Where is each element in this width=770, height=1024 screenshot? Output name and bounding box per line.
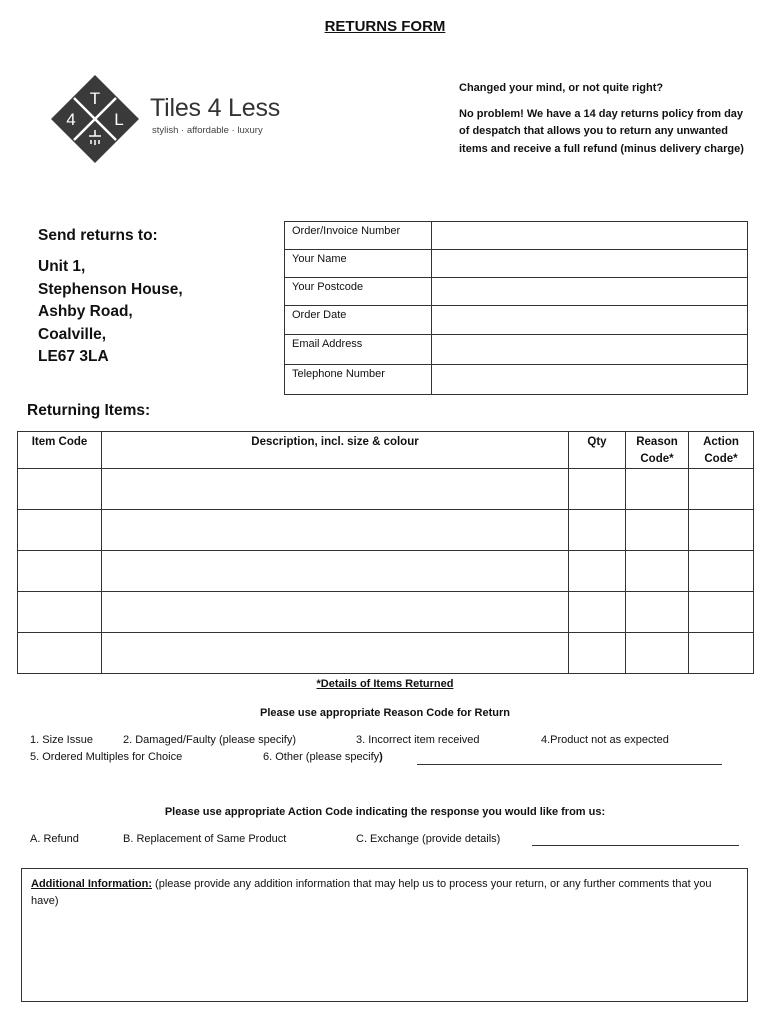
table-row [18, 633, 754, 674]
table-row [18, 592, 754, 633]
action-code-cell[interactable] [689, 510, 754, 551]
item-code-cell[interactable] [18, 551, 102, 592]
order-date-label: Order Date [285, 306, 432, 335]
reason-code-cell[interactable] [626, 551, 689, 592]
return-address [38, 256, 183, 369]
reason-code-3: 3. Incorrect item received [356, 734, 480, 746]
item-code-cell[interactable] [18, 592, 102, 633]
reason-code-cell[interactable] [626, 469, 689, 510]
additional-information-box[interactable] [21, 868, 748, 1002]
qty-cell[interactable] [569, 592, 626, 633]
postcode-field[interactable] [432, 278, 748, 306]
qty-cell[interactable] [569, 510, 626, 551]
item-code-cell[interactable] [18, 633, 102, 674]
item-code-cell[interactable] [18, 510, 102, 551]
logo-letter-4: 4 [66, 110, 76, 129]
action-header-line: Action [703, 436, 739, 448]
table-row [18, 551, 754, 592]
action-code-header [689, 432, 754, 469]
other-specify-line[interactable] [417, 764, 722, 765]
name-field[interactable] [432, 250, 748, 278]
reason-code-5: 5. Ordered Multiples for Choice [30, 751, 183, 763]
address-line: Unit 1, [38, 258, 86, 275]
address-line: Coalville, [38, 325, 107, 343]
action-code-a: A. Refund [30, 833, 79, 845]
reason-code-cell[interactable] [626, 510, 689, 551]
returning-items-heading: Returning Items: [27, 402, 151, 419]
description-cell[interactable] [102, 551, 569, 592]
description-header: Description, incl. size & colour [102, 432, 569, 469]
reason-code-6-text: 6. Other (please specify [263, 751, 380, 763]
qty-header: Qty [569, 432, 626, 469]
description-cell[interactable] [102, 633, 569, 674]
reason-code-6 [263, 751, 383, 763]
order-details-table [284, 221, 748, 395]
action-code-cell[interactable] [689, 633, 754, 674]
action-code-c: C. Exchange (provide details) [356, 833, 501, 845]
action-code-cell[interactable] [689, 469, 754, 510]
returns-policy [459, 80, 749, 158]
qty-cell[interactable] [569, 633, 626, 674]
send-returns-heading: Send returns to: [38, 227, 158, 244]
policy-body: No problem! We have a 14 day returns policy from day of despatch that allows you to return any unwanted items and receive a full refund (minus delivery charge) [459, 107, 744, 155]
email-label: Email Address [285, 335, 432, 365]
details-heading: *Details of Items Returned [316, 678, 454, 690]
tiles-4-less-logo [50, 74, 140, 164]
table-row [18, 510, 754, 551]
description-cell[interactable] [102, 592, 569, 633]
policy-heading: Changed your mind, or not quite right? [459, 82, 664, 94]
reason-code-header [626, 432, 689, 469]
reason-code-2: 2. Damaged/Faulty (please specify) [123, 734, 297, 746]
address-line: LE67 3LA [38, 348, 109, 365]
order-date-field[interactable] [432, 306, 748, 335]
brand-name: Tiles 4 Less [150, 94, 281, 122]
returning-items-table [17, 431, 754, 674]
additional-info-label: Additional Information: [31, 878, 152, 890]
item-code-header: Item Code [18, 432, 102, 469]
item-code-cell[interactable] [18, 469, 102, 510]
action-code-cell[interactable] [689, 551, 754, 592]
description-cell[interactable] [102, 510, 569, 551]
action-code-cell[interactable] [689, 592, 754, 633]
qty-cell[interactable] [569, 469, 626, 510]
table-row [18, 469, 754, 510]
qty-cell[interactable] [569, 551, 626, 592]
address-line: Stephenson House, [38, 280, 183, 298]
reason-header-line: Reason [636, 436, 678, 448]
order-invoice-label: Order/Invoice Number [285, 222, 432, 250]
reason-instruction: Please use appropriate Reason Code for Return [259, 707, 510, 719]
telephone-field[interactable] [432, 365, 748, 395]
action-header-line: Code* [704, 453, 738, 465]
logo-letter-t: T [89, 89, 101, 108]
order-invoice-field[interactable] [432, 222, 748, 250]
reason-code-6-close: ) [379, 751, 383, 763]
reason-header-line: Code* [640, 453, 674, 465]
exchange-details-line[interactable] [532, 845, 739, 846]
action-code-b: B. Replacement of Same Product [123, 833, 287, 845]
brand-tagline: stylish · affordable · luxury [152, 125, 263, 136]
logo-letter-l: L [114, 110, 124, 129]
reason-code-cell[interactable] [626, 633, 689, 674]
reason-code-4: 4.Product not as expected [541, 734, 669, 746]
postcode-label: Your Postcode [285, 278, 432, 306]
description-cell[interactable] [102, 469, 569, 510]
address-line: Ashby Road, [38, 303, 133, 320]
telephone-label: Telephone Number [285, 365, 432, 395]
form-title: RETURNS FORM [324, 18, 446, 35]
name-label: Your Name [285, 250, 432, 278]
reason-code-cell[interactable] [626, 592, 689, 633]
reason-code-1: 1. Size Issue [30, 734, 93, 746]
additional-info-text: (please provide any addition information that may help us to process your return, or any further comments that you have) [31, 878, 712, 907]
email-field[interactable] [432, 335, 748, 365]
action-instruction: Please use appropriate Action Code indicating the response you would like from us: [164, 806, 606, 818]
